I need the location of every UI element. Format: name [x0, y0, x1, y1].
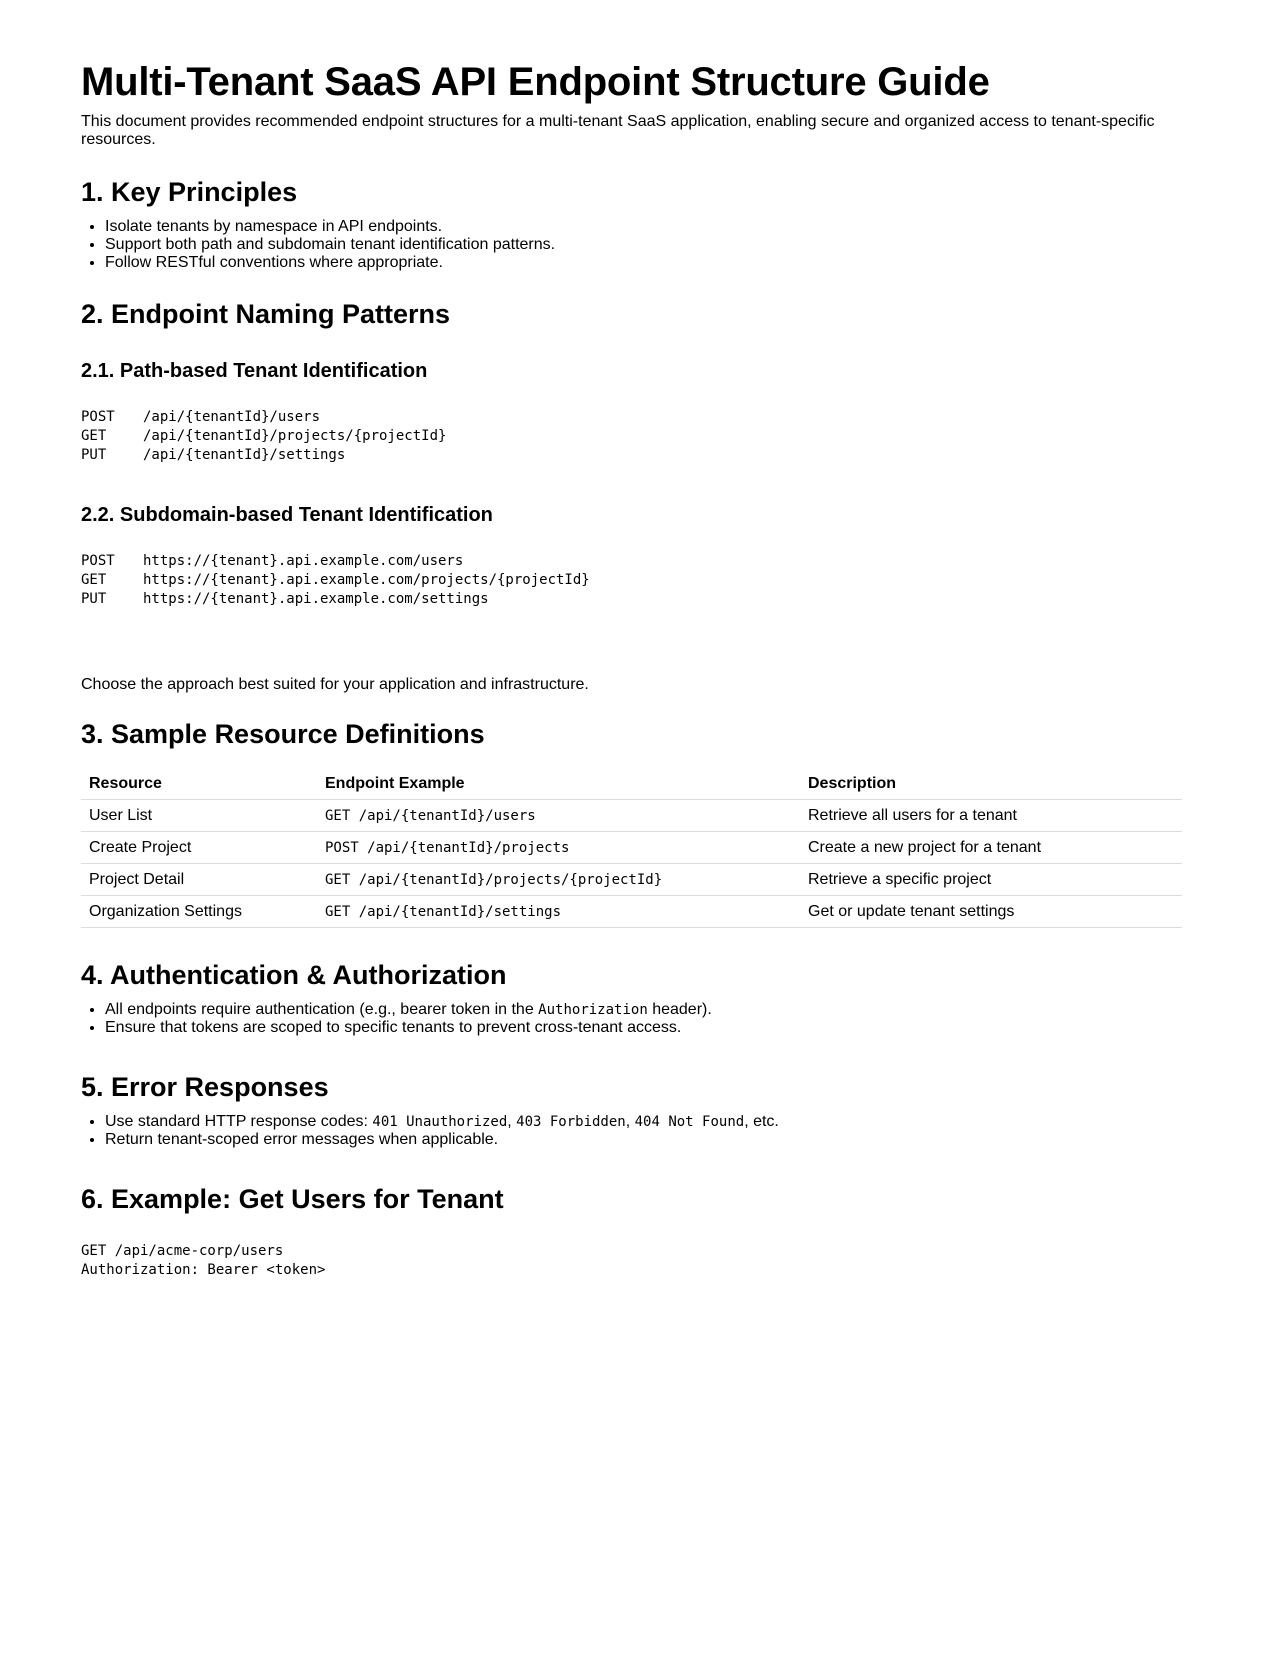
list-item — [105, 1113, 779, 1131]
endpoint-path: /api/{tenantId}/settings — [143, 447, 346, 463]
list-item: • Isolate tenants by namespace in API endpoints. — [105, 218, 555, 236]
endpoint-path: /api/{tenantId}/projects/{projectId} — [143, 428, 447, 444]
table-header-row — [81, 769, 1182, 800]
cell-endpoint: GET /api/{tenantId}/settings — [325, 903, 562, 920]
code-line: GET /api/acme-corp/users — [81, 1243, 284, 1259]
example-request-code — [81, 1242, 325, 1280]
list-item: • Ensure that tokens are scoped to specific tenants to prevent cross-tenant access. — [105, 1019, 712, 1037]
separator: , — [625, 1113, 635, 1130]
intro-paragraph: This document provides recommended endpoint structures for a multi-tenant SaaS application, enabling secure and organized access to tenant-specific resources. — [81, 113, 1155, 148]
table-row — [81, 896, 1182, 928]
list-item-text: , etc. — [744, 1113, 779, 1130]
cell-endpoint: GET /api/{tenantId}/projects/{projectId} — [325, 871, 663, 888]
inline-code: 404 Not Found — [634, 1114, 745, 1130]
column-header-endpoint: Endpoint Example — [317, 769, 800, 800]
subdomain-based-endpoints-code — [81, 552, 590, 609]
list-item: • Support both path and subdomain tenant identification patterns. — [105, 236, 555, 254]
principles-list — [81, 218, 555, 272]
cell-resource: Project Detail — [81, 864, 317, 896]
endpoint-path: https://{tenant}.api.example.com/users — [143, 553, 464, 569]
http-method: PUT — [81, 447, 107, 463]
cell-description: Retrieve all users for a tenant — [800, 800, 1182, 832]
inline-code: 403 Forbidden — [516, 1114, 626, 1130]
list-item-text: header). — [647, 1001, 712, 1018]
separator: , — [507, 1113, 517, 1130]
table-row — [81, 832, 1182, 864]
list-item-text: All endpoints require authentication (e.g., bearer token in the — [105, 1001, 539, 1018]
table-row — [81, 800, 1182, 832]
approach-note: Choose the approach best suited for your application and infrastructure. — [81, 676, 589, 693]
page-title: Multi-Tenant SaaS API Endpoint Structure Guide — [81, 60, 990, 104]
cell-resource: User List — [81, 800, 317, 832]
auth-list — [81, 1001, 712, 1037]
cell-description: Get or update tenant settings — [800, 896, 1182, 928]
section-heading-auth: 4. Authentication & Authorization — [81, 960, 507, 990]
inline-code: Authorization — [538, 1002, 648, 1018]
http-method: POST — [81, 553, 115, 569]
code-line: Authorization: Bearer <token> — [81, 1262, 326, 1278]
inline-code: 401 Unauthorized — [372, 1114, 508, 1130]
http-method: POST — [81, 409, 115, 425]
endpoint-path: https://{tenant}.api.example.com/settings — [143, 591, 489, 607]
subsection-heading-path-based: 2.1. Path-based Tenant Identification — [81, 360, 428, 382]
cell-description: Create a new project for a tenant — [800, 832, 1182, 864]
resource-table — [81, 769, 1182, 928]
endpoint-path: https://{tenant}.api.example.com/projects/{projectId} — [143, 572, 590, 588]
http-method: PUT — [81, 591, 107, 607]
list-item — [105, 1001, 712, 1019]
endpoint-path: /api/{tenantId}/users — [143, 409, 321, 425]
cell-resource: Organization Settings — [81, 896, 317, 928]
section-heading-principles: 1. Key Principles — [81, 177, 298, 207]
http-method: GET — [81, 572, 107, 588]
section-heading-naming: 2. Endpoint Naming Patterns — [81, 299, 451, 329]
cell-description: Retrieve a specific project — [800, 864, 1182, 896]
cell-resource: Create Project — [81, 832, 317, 864]
subsection-heading-subdomain-based: 2.2. Subdomain-based Tenant Identification — [81, 504, 493, 526]
section-heading-errors: 5. Error Responses — [81, 1072, 329, 1102]
errors-list — [81, 1113, 779, 1149]
section-heading-resources: 3. Sample Resource Definitions — [81, 719, 485, 749]
http-method: GET — [81, 428, 107, 444]
list-item: • Return tenant-scoped error messages when applicable. — [105, 1131, 779, 1149]
cell-endpoint: GET /api/{tenantId}/users — [325, 807, 536, 824]
list-item-text: Use standard HTTP response codes: — [105, 1113, 373, 1130]
cell-endpoint: POST /api/{tenantId}/projects — [325, 839, 570, 856]
table-row — [81, 864, 1182, 896]
section-heading-example: 6. Example: Get Users for Tenant — [81, 1184, 504, 1214]
list-item: • Follow RESTful conventions where appropriate. — [105, 254, 555, 272]
column-header-resource: Resource — [81, 769, 317, 800]
column-header-description: Description — [800, 769, 1182, 800]
path-based-endpoints-code — [81, 408, 446, 465]
